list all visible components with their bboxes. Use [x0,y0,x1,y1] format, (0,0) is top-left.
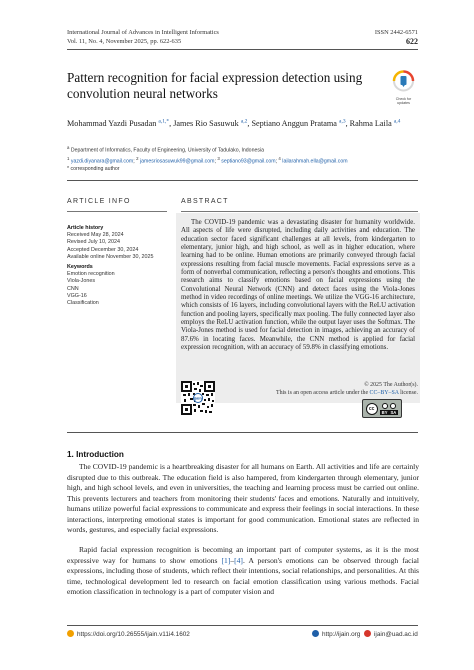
citation-link[interactable]: [1] [221,555,231,565]
license-block [188,381,418,398]
article-title: Pattern recognition for facial expression detection using convolution neural networks [67,70,363,101]
author: Septiano Anggun Pratama $^{a,3}$, [251,118,350,128]
by-label: BY [381,409,388,415]
keyword-item: Viola-Jones [67,278,96,285]
sa-label: SA [390,409,397,415]
doi-icon [67,630,74,637]
department-affiliation: $^a$ Department of Informatics, Faculty of Engineering, University of Tadulako, Indonesia [67,145,264,154]
license-statement: This is an open access article under the CC–BY–SA license. [275,390,418,397]
issn: ISSN 2442-6571 [374,29,418,36]
check-updates-icon [390,70,417,92]
article-info-rule [67,211,167,212]
qr-code [181,381,215,415]
volume-line: Vol. 11, No. 4, November 2025, pp. 622-635 [67,38,182,45]
keywords [67,264,172,307]
intro-paragraph-1: The COVID-19 pandemic is a heartbreaking disaster for all humans on Earth. All activities and life are certainly disrupted due to this outbreak. The education field is also hampered, from kindergarten through elementary, junior high, and high school levels, and even in universities, the teaching and learning process must be carried out online. This prevents lecturers and teachers from monitoring their students' faces and emotions. Naturally and intuitively, humans utilize powerful facial expressions to communicate and express their feelings in social interactions. In these interactions, interpreting emotional states is important for good communication. Emotional states are reflected in words, gestures, and especially facial expressions. [67,462,419,535]
qr-code-icon [181,381,215,415]
author-email[interactable]: septiano93@gmail.com [221,158,276,165]
section-heading-introduction: 1. Introduction [67,450,124,459]
abstract-text: The COVID-19 pandemic was a devastating disaster for humanity worldwide. All aspects of life were disrupted, including daily activities and education. The education sector faced significant challenges at all levels, from kindergarten to elementary, junior high, and high school, as well as in higher education, where learning had to be online. Human emotions are primarily conveyed through facial expressions resulting from facial muscle movements. Facial expressions serve as a form of nonverbal communication, reflecting a person's thoughts and emotions. This research aims to classify emotions based on facial expressions using the Convolutional Neural Network (CNN) and detect faces using the Viola-Jones method in video recordings of online meetings. We utilize the VGG-16 architecture, which consists of 16 layers, including convolutional layers with the ReLU activation function and pooling layers, specifically max pooling. The fully connected layer also employs the ReLU activation function, while the output layer uses the Softmax. The Viola-Jones method is used for facial detection in images, achieving an accuracy of 87.6% in locating faces. Meanwhile, the CNN method is applied for facial expression recognition, with an accuracy of 59.8% in classifying emotions. [181,219,415,352]
site-link[interactable]: http://ijain.org [312,630,360,638]
corresponding-note: * corresponding author [67,166,120,173]
author-email[interactable]: yazdi.diyanara@gmail.com [70,158,134,165]
keyword-item: Classification [67,300,99,307]
author-affiliation-mark[interactable]: a,2 [240,118,248,124]
svg-text:ijain: ijain [194,396,202,401]
affiliations [67,144,419,174]
copyright: © 2025 The Author(s). [364,382,418,388]
author: James Rio Sasuwuk $^{a,2}$, [173,118,252,128]
author-email[interactable]: jamesriosasuwuk99@gmail.com [140,158,215,165]
email-list: $^1$ yazdi.diyanara@gmail.com; $^2$ jamesriosasuwuk99@gmail.com; $^3$ septiano93@gmail.com; $^4$ lailarahmah.ella@gmail.com [67,156,348,165]
abstract-rule [181,211,418,212]
keyword-item: Emotion recognition [67,271,115,278]
history-item: Revised July 10, 2024 [67,239,121,246]
doi-link[interactable]: https://doi.org/10.26555/ijain.v11i4.1602 [67,630,190,638]
license-link[interactable]: CC–BY–SA [369,390,399,397]
email-icon [364,630,371,637]
abstract-bottom-rule [67,432,418,433]
check-updates-line2: updates [397,101,410,106]
check-updates-badge[interactable] [390,70,417,104]
page-number: 622 [406,37,418,46]
globe-icon [312,630,319,637]
author: Mohammad Yazdi Pusadan $^{a,1,*}$, [67,118,174,128]
abstract-label: ABSTRACT [181,198,229,205]
keyword-item: VGG-16 [67,292,87,299]
history-item: Available online November 30, 2025 [67,253,154,260]
keyword-item: CNN [67,285,79,292]
journal-name: International Journal of Advances in Intelligent Informatics [67,29,219,36]
history-item: Accepted December 30, 2024 [67,246,139,253]
author-list [67,115,417,130]
author: Rahma Laila $^{a,4}$ [349,118,401,128]
article-history [67,225,172,261]
cc-icon: cc [366,403,378,415]
abstract-box [176,213,420,403]
author-affiliation-mark[interactable]: a,1,* [158,118,170,124]
history-item: Received May 28, 2024 [67,232,124,239]
affiliation-rule [67,180,418,181]
footer-rule [67,625,418,626]
author-email[interactable]: lailarahmah.ella@gmail.com [282,158,348,165]
keywords-title: Keywords [67,264,93,270]
cc-license-badge[interactable] [362,399,402,418]
citation-link[interactable]: [4] [234,555,243,565]
header-rule [67,49,418,50]
by-icon [382,403,388,409]
email-link[interactable]: ijain@uad.ac.id [364,630,418,638]
author-affiliation-mark[interactable]: a,4 [393,118,401,124]
author-affiliation-mark[interactable]: a,3 [339,118,346,124]
intro-paragraph-2: Rapid facial expression recognition is becoming an important part of computer systems, as it is the most expressive way for humans to show emotions [1]–[4]. A person's emotions can be observed through facial expressions, including those of students, which reflect their intentions, social relationships, and personalities. At this time, technological development led to research on facial emotion classification using various methods. Facial emotion classification in technology is a part of computer vision and [67,545,419,597]
check-updates-line1: Check for [395,97,412,101]
article-info-label: ARTICLE INFO [67,198,131,205]
sa-icon [390,403,396,409]
article-history-title: Article history [67,225,104,231]
